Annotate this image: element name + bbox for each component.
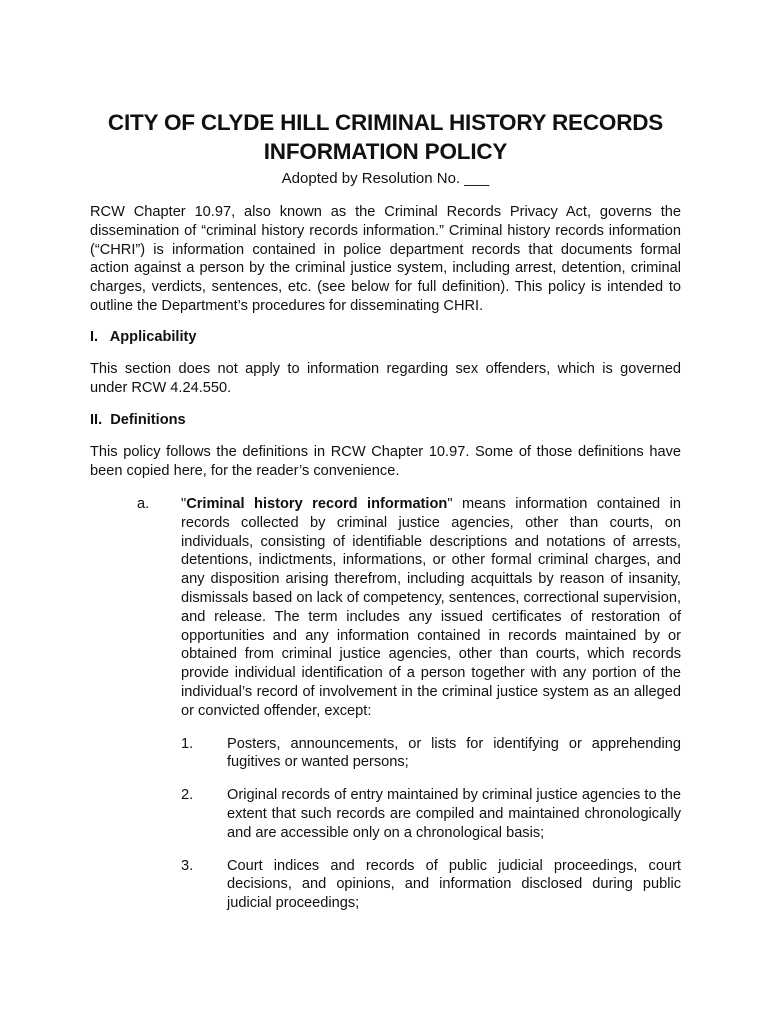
exception-item [90, 857, 681, 913]
definitions-paragraph: This policy follows the definitions in RCW Chapter 10.97. Some of those definitions have been copied here, for the reader’s convenience. [90, 444, 681, 480]
definition-text [181, 495, 681, 721]
intro-paragraph: RCW Chapter 10.97, also known as the Criminal Records Privacy Act, governs the dissemination of “criminal history records information.” Criminal history records information (“CHRI”) is information contained in police department records that documents formal action against a person by the criminal justice system, including arrest, detention, criminal charges, verdicts, sentences, etc. (see below for full definition). This policy is intended to outline the Department’s procedures for disseminating CHRI. [90, 204, 681, 314]
section-heading-applicability: I. Applicability [90, 328, 197, 345]
exception-number: 1. [181, 735, 194, 752]
exception-text: Court indices and records of public judicial proceedings, court decisions, and opinions, and information disclosed during public judicial proceedings; [227, 857, 681, 912]
quote-open: " [181, 495, 187, 512]
document-title [90, 108, 681, 166]
exception-item [90, 786, 681, 842]
section-heading-definitions: II. Definitions [90, 412, 186, 429]
title-line-2: INFORMATION POLICY [263, 139, 508, 164]
exception-number: 3. [181, 857, 194, 874]
adoption-subtitle: Adopted by Resolution No. ___ [281, 170, 490, 187]
definition-body: means information contained in records collected by criminal justice agencies, other than courts, on individuals, consisting of identifiable descriptions and notations of arrests, detentions, indictments, informations, or other formal criminal charges, and any disposition arising therefrom, including acquittals by reason of insanity, dismissals based on lack of competency, sentences, correctional supervision, and release. The term includes any issued certificates of restoration of opportunities and any information contained in records maintained by or obtained from criminal justice agencies, other than courts, which records provide individual identification of a person together with any portion of the individual’s record of involvement in the criminal justice system as an alleged or convicted offender, except: [181, 495, 681, 719]
applicability-paragraph: This section does not apply to information regarding sex offenders, which is governed under RCW 4.24.550. [90, 360, 681, 396]
title-line-1: CITY OF CLYDE HILL CRIMINAL HISTORY RECORDS [107, 110, 664, 135]
document-page [90, 108, 681, 913]
quote-close: " [447, 495, 453, 512]
exception-text: Original records of entry maintained by criminal justice agencies to the extent that such records are compiled and maintained chronologically and are accessible only on a chronological basis; [227, 787, 681, 841]
exception-text: Posters, announcements, or lists for identifying or apprehending fugitives or wanted persons; [227, 735, 681, 771]
defined-term: Criminal history record information [186, 495, 448, 512]
exception-item [90, 735, 681, 773]
definition-item-a [90, 495, 681, 721]
definition-marker: a. [137, 495, 150, 512]
exception-number: 2. [181, 787, 194, 804]
